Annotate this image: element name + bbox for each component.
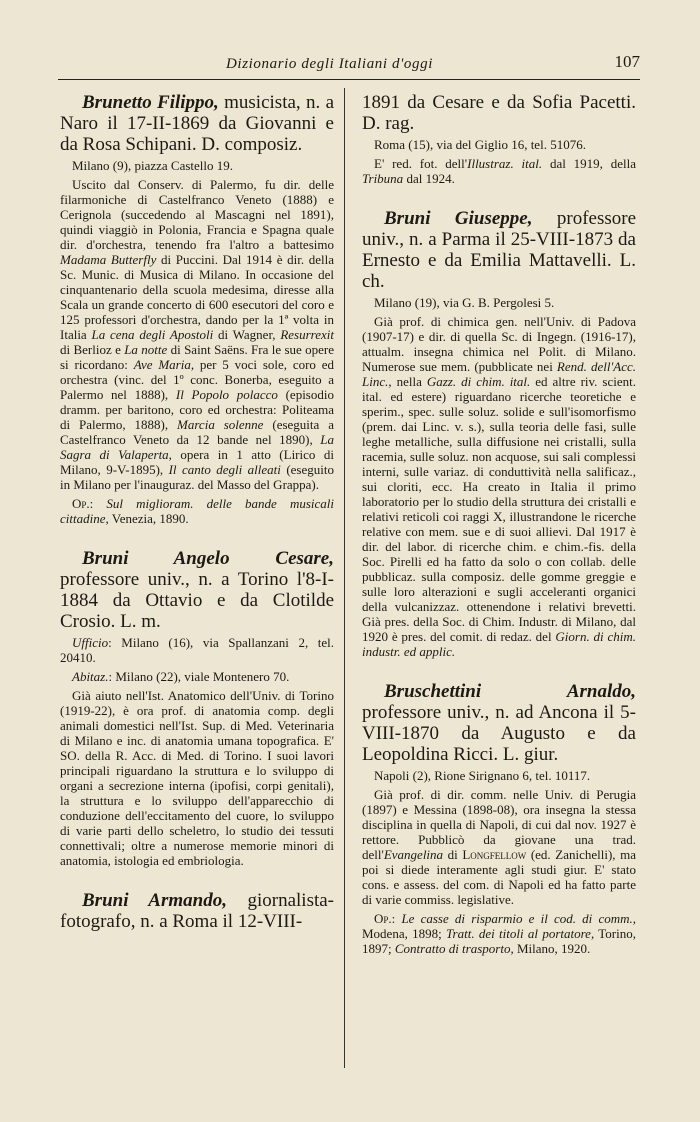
- entry-bruschettini-arnaldo: [362, 681, 636, 956]
- header-rule: [58, 79, 640, 80]
- entry-heading: Bruschettini Arnaldo, professore univ., n. ad Ancona il 5-VIII-1870 da Augusto e da Leopoldina Ricci. L. giur.: [362, 681, 636, 765]
- entry-brunetto-filippo: [60, 92, 334, 526]
- entry-address: Roma (15), via del Giglio 16, tel. 51076.: [374, 137, 586, 152]
- entry-heading: Bruni Angelo Cesare, professore univ., n. a Torino l'8-I-1884 da Ottavio e da Clotilde Crosio. L. m.: [60, 548, 334, 632]
- entry-biography: Già aiuto nell'Ist. Anatomico dell'Univ. di Torino (1919-22), è ora prof. di anatomia comp. degli animali domestici nell'Ist. Sup. di Med. Veterinaria di Milano e inc. di anatomia umana topografica. E' SO. della R. Acc. di Med. di Torino. I suoi lavori principali riguardano la struttura e lo sviluppo di organi a secrezione interna (ipofisi, corpi genitali), la struttura e lo sviluppo dell'apparecchio di conduzione dell'eccitamento del cuore, lo sviluppo di varie parti dello scheletro, lo studio dei tessuti connettivali; oltre a numerose memorie minori di anatomia, istologia ed embriologia.: [60, 688, 334, 868]
- entry-bruni-giuseppe: [362, 208, 636, 659]
- entry-biography: Già prof. di dir. comm. nelle Univ. di Perugia (1897) e Messina (1898-08), ora insegna la stessa disciplina in quella di Napoli, di cui dal nov. 1927 è rettore. Pubblicò da giovane una trad. dell'Evangelina di Longfellow (ed. Zanichelli), ma poi si diede interamente agli studi giur. E' stato cons. e assess. del com. di Napoli ed ha fatto parte di varie commiss. legislative.: [362, 787, 636, 907]
- entry-heading: Brunetto Filippo, musicista, n. a Naro il 17-II-1869 da Giovanni e da Rosa Schipani. D. composiz.: [60, 92, 335, 155]
- page-number: 107: [614, 52, 640, 71]
- entry-biography: Uscito dal Conserv. di Palermo, fu dir. delle filarmoniche di Castelfranco Veneto (1888) e Cerignola (succedendo al Mascagni nel 1891), quindi viaggiò in Polonia, Francia e Spagna quale dir. d'orchestra, tenendo fra l'altro a battesimo Madama Butterfly di Puccini. Dal 1914 è dir. della Sc. Munic. di Musica di Milano. In occasione del cinquantenario della scuola medesima, diresse alla Scala un grande concerto di 600 esecutori del coro e 125 professori d'orchestra, dando per la 1ª volta in Italia La cena degli Apostoli di Wagner, Resurrexit di Berlioz e La notte di Saint Saëns. Fra le sue opere si ricordano: Ave Maria, per 5 voci sole, coro ed orchestra (vinc. del 1º conc. Bonerba, eseguito a Palermo nel 1888), Il Popolo polacco (episodio dramm. per baritono, coro ed orchestra: Politeama di Palermo, 1888), Marcia solenne (eseguita a Castelfranco Veneto da 12 bande nel 1890), La Sagra di Valaperta, opera in 1 atto (Lirico di Milano, 9-V-1895), Il canto degli alleati (eseguito in Milano per l'inauguraz. del Masso del Grappa).: [60, 177, 335, 492]
- page-header: [58, 50, 640, 76]
- entry-heading: Bruni Armando, giornalista-fotografo, n. a Roma il 12-VIII-: [60, 890, 334, 932]
- entry-name: Bruni Armando,: [82, 890, 227, 911]
- entry-address: Milano (9), piazza Castello 19.: [72, 158, 234, 173]
- left-column: [60, 92, 334, 954]
- entry-address: Napoli (2), Rione Sirignano 6, tel. 10117.: [374, 768, 591, 783]
- entry-biography: Già prof. di chimica gen. nell'Univ. di Padova (1907-17) e dir. di quella Sc. di Ingegn. (1916-17), attualm. insegna chimica nel Polit. di Milano. Numerose sue mem. (pubblicate nei Rend. dell'Acc. Linc., nella Gazz. di chim. ital. ed altre riv. scient. ital. ed estere) riguardano ricerche teoretiche e sperim., spec. sulle soluz. solide e sull'isomorfismo (prem. dai Linc. v. s.), sulla teoria delle fasi, sulle leghe metalliche, sulla diffusione nei cristalli, sulla racemia, sulle soluz. non acquose, sui sali complessi interni, sulle variaz. di conduttività nella salificaz., sui cloriti, ecc. Ha creato in Italia il primo laboratorio per lo studio della struttura dei cristalli e relativi reticoli coi raggi X, illustrandone le ricerche relative con mem. sue e di suoi allievi. Dal 1917 è dir. del labor. di ricerche chim. e chim.-fis. della Soc. Pirelli ed ha fatto da solo o con collab. delle pubblicaz. sulla composiz. delle gomme greggie e sulle loro alterazioni e sugli acceleranti organici della vulcanizzaz. ottenendone i relativi brevetti. Già pres. della Soc. di Chim. Industr. di Milano, dal 1920 è pres. del comit. di redaz. del Giorn. di chim. industr. ed applic.: [362, 314, 636, 659]
- running-title: Dizionario degli Italiani d'oggi: [226, 56, 433, 72]
- entry-home-address: Abitaz.: Milano (22), viale Montenero 70.: [72, 669, 290, 684]
- entry-works: Op.: Sul miglioram. delle bande musicali cittadine, Venezia, 1890.: [60, 496, 334, 526]
- entry-address: Milano (19), via G. B. Pergolesi 5.: [374, 295, 555, 310]
- entry-biography: E' red. fot. dell'Illustraz. ital. dal 1919, della Tribuna dal 1924.: [362, 156, 636, 186]
- entry-name: Brunetto Filippo,: [82, 92, 219, 113]
- entry-name: Bruni Giuseppe,: [384, 208, 533, 229]
- entry-office-address: Ufficio: Milano (16), via Spallanzani 2, tel. 20410.: [60, 635, 334, 665]
- entry-bruni-armando-continued: [362, 92, 636, 186]
- entry-name: Bruschettini Arnaldo,: [384, 681, 636, 702]
- entry-heading: Bruni Giuseppe, professore univ., n. a Parma il 25-VIII-1873 da Ernesto e da Emilia Mattavelli. L. ch.: [362, 208, 637, 292]
- entry-heading-continued: 1891 da Cesare e da Sofia Pacetti. D. rag.: [362, 92, 636, 134]
- entry-bruni-angelo-cesare: [60, 548, 334, 868]
- entry-works: Op.: Le casse di risparmio e il cod. di comm., Modena, 1898; Tratt. dei titoli al portatore, Torino, 1897; Contratto di trasporto, Milano, 1920.: [362, 911, 637, 956]
- entry-name: Bruni Angelo Cesare,: [82, 548, 334, 569]
- entry-bruni-armando: [60, 890, 334, 932]
- column-divider: [344, 88, 345, 1068]
- right-column: [362, 92, 636, 978]
